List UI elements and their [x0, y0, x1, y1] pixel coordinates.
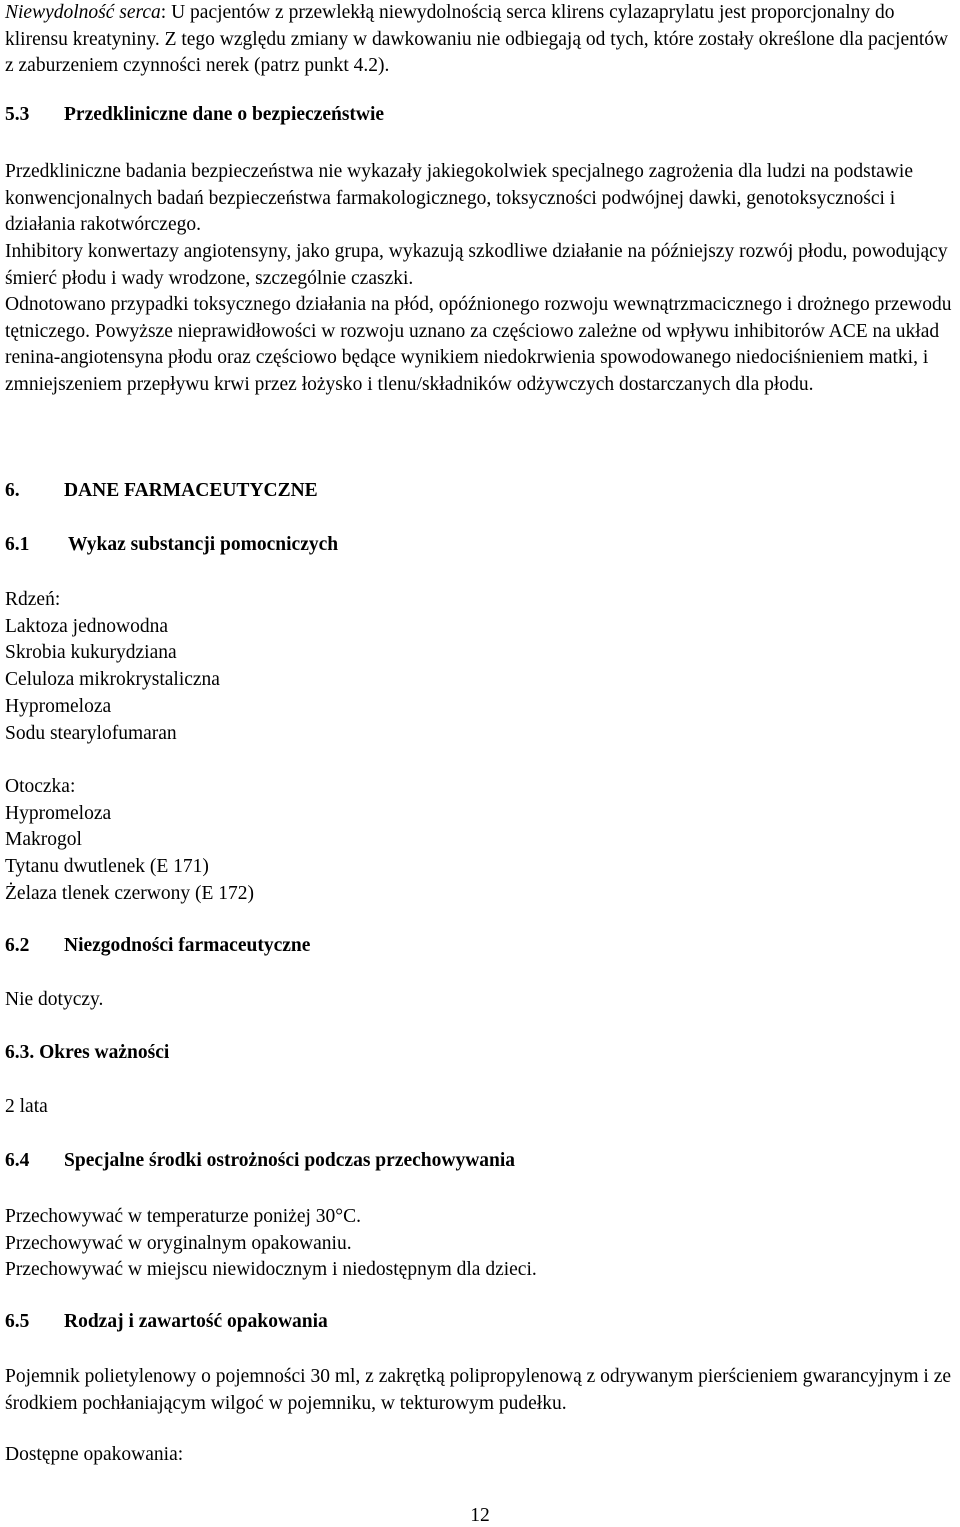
- intro-italic-label: Niewydolność serca: [5, 2, 161, 23]
- section-6-3-heading: 6.3. Okres ważności: [5, 1042, 170, 1063]
- section-6-5-heading: [5, 1311, 328, 1333]
- section-number: 6.5: [5, 1311, 30, 1332]
- list-item: Skrobia kukurydziana: [5, 642, 177, 664]
- list-item: Żelaza tlenek czerwony (E 172): [5, 882, 255, 904]
- coating-label: Otoczka:: [5, 776, 76, 797]
- section-title: Rodzaj i zawartość opakowania: [64, 1311, 328, 1332]
- available-packs-label: Dostępne opakowania:: [5, 1444, 184, 1465]
- section-6-3-text: 2 lata: [5, 1096, 48, 1117]
- section-title: Specjalne środki ostrożności podczas przechowywania: [64, 1150, 516, 1171]
- section-6-2-text: Nie dotyczy.: [5, 989, 104, 1010]
- section-6-4-heading: [5, 1150, 515, 1172]
- storage-line: Przechowywać w miejscu niewidocznym i niedostępnym dla dzieci.: [5, 1259, 537, 1281]
- section-6-heading: [5, 480, 318, 502]
- section-5-3-paragraph-1: Przedkliniczne badania bezpieczeństwa nie wykazały jakiegokolwiek specjalnego zagrożenia dla ludzi na podstawie konwencjonalnych badań bezpieczeństwa farmakologicznego, toksyczności podwójnej dawki, genotoksyczności i działania rakotwórczego.: [5, 161, 913, 235]
- list-item: Makrogol: [5, 829, 82, 851]
- section-6-2-heading: [5, 935, 310, 957]
- intro-paragraph: [5, 0, 957, 80]
- section-number: 6.: [5, 480, 20, 501]
- section-6-5-text: Pojemnik polietylenowy o pojemności 30 ml, z zakrętką polipropylenową z odrywanym pierścieniem gwarancyjnym i ze środkiem pochłaniającym wilgoć w pojemniku, w tekturowym pudełku.: [5, 1366, 952, 1414]
- intro-text: : U pacjentów z przewlekłą niewydolnością serca klirens cylazaprylatu jest proporcjonalny do klirensu kreatyniny. Z tego względu zmiany w dawkowaniu nie odbiegają od tych, które zostały określone dla pacjentów z zaburzeniem czynności nerek (patrz punkt 4.2).: [5, 2, 949, 76]
- page-number: 12: [470, 1505, 490, 1526]
- storage-line: Przechowywać w oryginalnym opakowaniu.: [5, 1232, 352, 1254]
- section-title: Wykaz substancji pomocniczych: [68, 534, 339, 555]
- section-title: Niezgodności farmaceutyczne: [64, 935, 311, 956]
- list-item: Laktoza jednowodna: [5, 615, 168, 637]
- coating-excipients-list: [5, 774, 254, 908]
- core-label: Rdzeń:: [5, 589, 61, 610]
- section-6-1-heading: [5, 534, 338, 556]
- list-item: Hypromeloza: [5, 695, 112, 717]
- section-number: 6.2: [5, 935, 30, 956]
- section-number: 5.3: [5, 104, 30, 125]
- section-title: DANE FARMACEUTYCZNE: [64, 480, 318, 501]
- section-title: Przedkliniczne dane o bezpieczeństwie: [64, 104, 385, 125]
- list-item: Tytanu dwutlenek (E 171): [5, 856, 209, 878]
- section-5-3-paragraph-2: Inhibitory konwertazy angiotensyny, jako grupa, wykazują szkodliwe działanie na późniejszy rozwój płodu, powodujący śmierć płodu i wady wrodzone, szczególnie czaszki.: [5, 241, 948, 289]
- storage-instructions: [5, 1204, 537, 1284]
- section-5-3-paragraph-3: Odnotowano przypadki toksycznego działania na płód, opóźnionego rozwoju wewnątrzmacicznego i drożnego przewodu tętniczego. Powyższe nieprawidłowości w rozwoju uznano za częściowo zależne od wpływu inhibitorów ACE na układ renina-angiotensyna płodu oraz częściowo będące wynikiem niedokrwienia spowodowanego niedociśnieniem matki, i zmniejszeniem przepływu krwi przez łożysko i tlenu/składników odżywczych dostarczanych dla płodu.: [5, 294, 952, 395]
- list-item: Sodu stearylofumaran: [5, 722, 177, 744]
- list-item: Hypromeloza: [5, 802, 112, 824]
- section-number: 6.1: [5, 534, 30, 555]
- storage-line: Przechowywać w temperaturze poniżej 30°C.: [5, 1206, 361, 1227]
- list-item: Celuloza mikrokrystaliczna: [5, 669, 220, 691]
- section-5-3-heading: [5, 104, 384, 126]
- core-excipients-list: [5, 587, 220, 747]
- section-number: 6.4: [5, 1150, 30, 1171]
